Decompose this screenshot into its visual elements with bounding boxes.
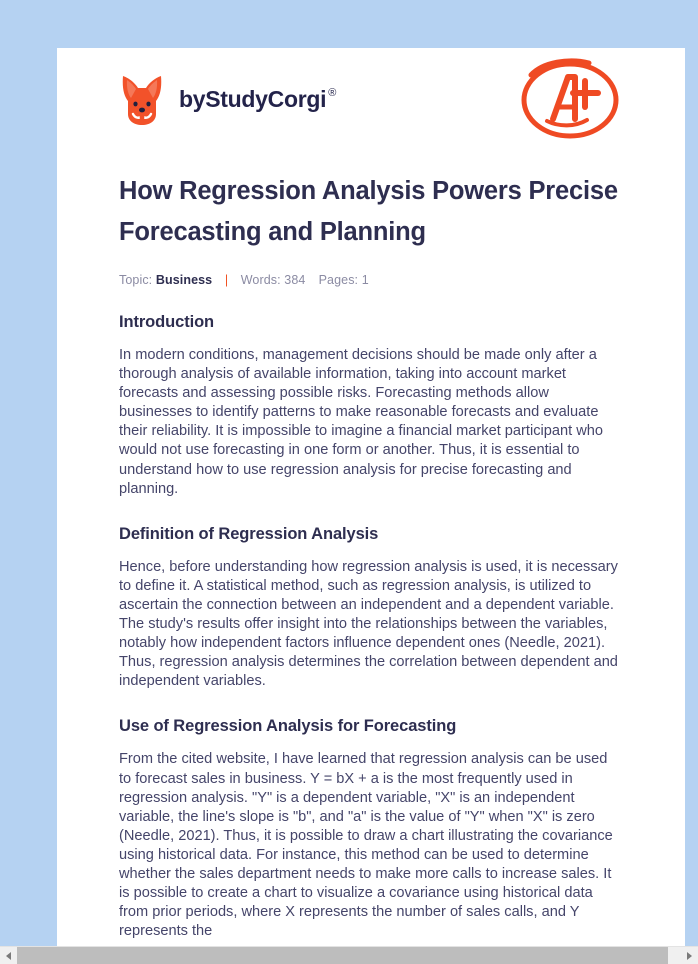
brand-wordmark	[179, 86, 336, 113]
registered-trademark-icon: ®	[328, 87, 337, 99]
brand-lockup[interactable]	[119, 74, 336, 126]
brand-name: StudyCorgi	[205, 86, 327, 112]
section-body-definition: Hence, before understanding how regression analysis is used, it is necessary to define it. A statistical method, such as regression analysis, is utilized to ascertain the connection between an independent and a dependent variable. The study's results offer insight into the relationships between the variables, notably how independent factors influence dependent ones (Needle, 2021). Thus, regression analysis determines the correlation between dependent and independent variables.	[119, 558, 618, 690]
page-title: How Regression Analysis Powers Precise Forecasting and Planning	[119, 177, 618, 246]
scrollbar-thumb[interactable]	[17, 947, 668, 964]
a-plus-circled-icon	[517, 57, 623, 143]
section-heading-use-for-forecasting: Use of Regression Analysis for Forecasting	[119, 717, 457, 736]
triangle-left-icon[interactable]	[0, 947, 17, 964]
document-meta	[119, 273, 623, 287]
section-body-use-for-forecasting: From the cited website, I have learned that regression analysis can be used to forecast sales in business. Y = bX + a is the most frequently used in regression analysis. "Y" is a dependent variable, "X" is an independent variable, the line's slope is "b", and "a" is the value of "Y" when "X" is zero (Needle, 2021). Thus, it is possible to draw a chart illustrating the covariance using historical data. For instance, this method can be used to determine whether the sales department needs to make more calls to increase sales. It is possible to create a chart to visualize a covariance using historical data from prior periods, where X represents the number of sales calls, and Y represents the	[119, 751, 613, 940]
pages-value: 1	[361, 273, 369, 287]
words-label: Words:	[240, 273, 281, 287]
corgi-face-icon	[119, 74, 165, 126]
triangle-right-icon[interactable]	[681, 947, 698, 964]
document-page	[57, 48, 685, 954]
site-header	[57, 48, 685, 151]
pages-label: Pages:	[318, 273, 359, 287]
meta-separator: |	[224, 273, 229, 287]
section-body-introduction: In modern conditions, management decisions should be made only after a thorough analysis of available information, taking into account market forecasts and assessing possible risks. Forecasting methods allow businesses to identify patterns to make reasonable forecasts and evaluate their reliability. It is impossible to imagine a financial market participant who would not use forecasting in one form or another. Thus, it is essential to understand how to use regression analysis for precise forecasting and planning.	[119, 347, 603, 497]
section-heading-definition: Definition of Regression Analysis	[119, 524, 379, 543]
topic-label: Topic:	[119, 273, 153, 287]
brand-prefix: by	[179, 86, 206, 112]
words-value: 384	[284, 273, 306, 287]
section-heading-introduction: Introduction	[119, 313, 215, 331]
article-body	[57, 151, 685, 941]
topic-value[interactable]: Business	[155, 273, 213, 287]
horizontal-scrollbar[interactable]	[0, 946, 698, 964]
scrollbar-track[interactable]	[17, 947, 681, 964]
